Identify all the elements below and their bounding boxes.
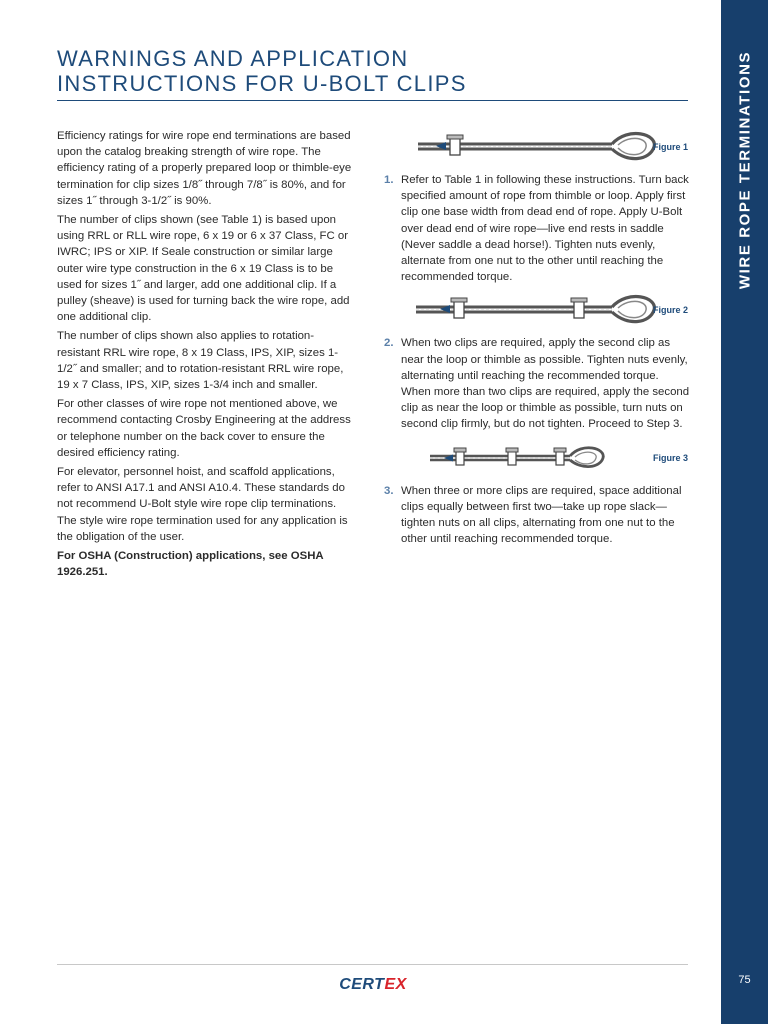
right-column [384,128,690,553]
title-divider [57,100,688,101]
paragraph-efficiency: Efficiency ratings for wire rope end terminations are based upon the catalog breaking strength of wire rope. The efficiency rating of a properly prepared loop or thimble-eye termination for clip sizes 1/8˝ through 7/8˝ is 80%, and for sizes 1˝ through 3-1/2˝ is 90%. [57,130,352,207]
page-title-line-2: INSTRUCTIONS FOR U-BOLT CLIPS [57,71,467,96]
page-title [57,46,467,96]
section-title: WIRE ROPE TERMINATIONS [736,50,754,290]
figure-1 [384,128,690,168]
left-column [57,128,357,583]
figure-3-label: Figure 3 [652,452,688,463]
step-1-text: Refer to Table 1 in following these instructions. Turn back specified amount of rope from thimble or loop. Apply first clip one base width from dead end of rope. Apply U-Bolt over dead end of wire rope—live end rests in saddle (Never saddle a dead horse!). Tighten nuts evenly, alternate from one nut to the other until reaching the recommended torque. [401,174,689,284]
paragraph-number-of-clips: The number of clips shown (see Table 1) is based upon using RRL or RLL wire rope, 6 x 19 or 6 x 37 Class, FC or IWRC; IPS or XIP. If Seale construction or similar large outer wire type construction in the 6 x 19 Class is to be used for sizes 1˝ and larger, add one additional clip. If a pulley (sheave) is used for turning back the wire rope, add one additional clip. [57,214,350,324]
step-3-text: When three or more clips are required, space additional clips equally between first two—take up rope slack—tighten nuts on all clips, alternating from one nut to the other until reaching recommended torque. [401,484,682,546]
figure-3 [384,439,690,479]
logo-cert: CERT [339,976,385,991]
step-3-number: 3. [384,484,394,497]
certex-logo [318,975,428,991]
step-3 [384,483,690,548]
page-number: 75 [738,974,751,986]
step-1 [384,172,690,285]
svg-text:CERTEX [339,976,407,991]
page-title-line-1: WARNINGS AND APPLICATION [57,46,409,71]
side-bar [721,0,768,1024]
step-1-number: 1. [384,174,394,186]
figure-2 [384,291,690,331]
step-2-text: When two clips are required, apply the second clip as near the loop or thimble as possible. Tighten nuts evenly, alternating until reaching the recommended torque. When more than two clips are required, apply the second clip as near the loop or thimble as possible, turn nuts on second clip firmly, but do not tighten. Proceed to Step 3. [401,337,690,431]
step-2-number: 2. [384,337,394,350]
osha-note: For OSHA (Construction) applications, see OSHA 1926.251. [57,550,324,579]
rope-three-clips-illustration [428,439,678,479]
rope-two-clips-illustration [414,291,664,331]
figure-1-label: Figure 1 [652,142,688,152]
paragraph-rotation-resistant: The number of clips shown also applies to rotation-resistant RRL wire rope, 8 x 19 Class, IPS, XIP, sizes 1-1/2˝ and smaller; and to rotation-resistant RRL wire rope, 19 x 7 Class, IPS, XIP, sizes 1-3/4 inch and smaller. [57,330,344,392]
step-2 [384,335,690,432]
figure-2-label: Figure 2 [652,305,688,316]
logo-ex: EX [384,976,407,991]
rope-one-clip-illustration [414,128,664,168]
paragraph-elevator: For elevator, personnel hoist, and scaffold applications, refer to ANSI A17.1 and ANSI A10.4. These standards do not recommend U-Bolt style wire rope clip terminations. The style wire rope termination used for any application is the obligation of the user. [57,466,348,543]
footer-divider [57,964,688,965]
paragraph-other-classes: For other classes of wire rope not mentioned above, we recommend contacting Crosby Engineering at the address or telephone number on the back cover to ensure the desired efficiency rating. [57,398,351,459]
